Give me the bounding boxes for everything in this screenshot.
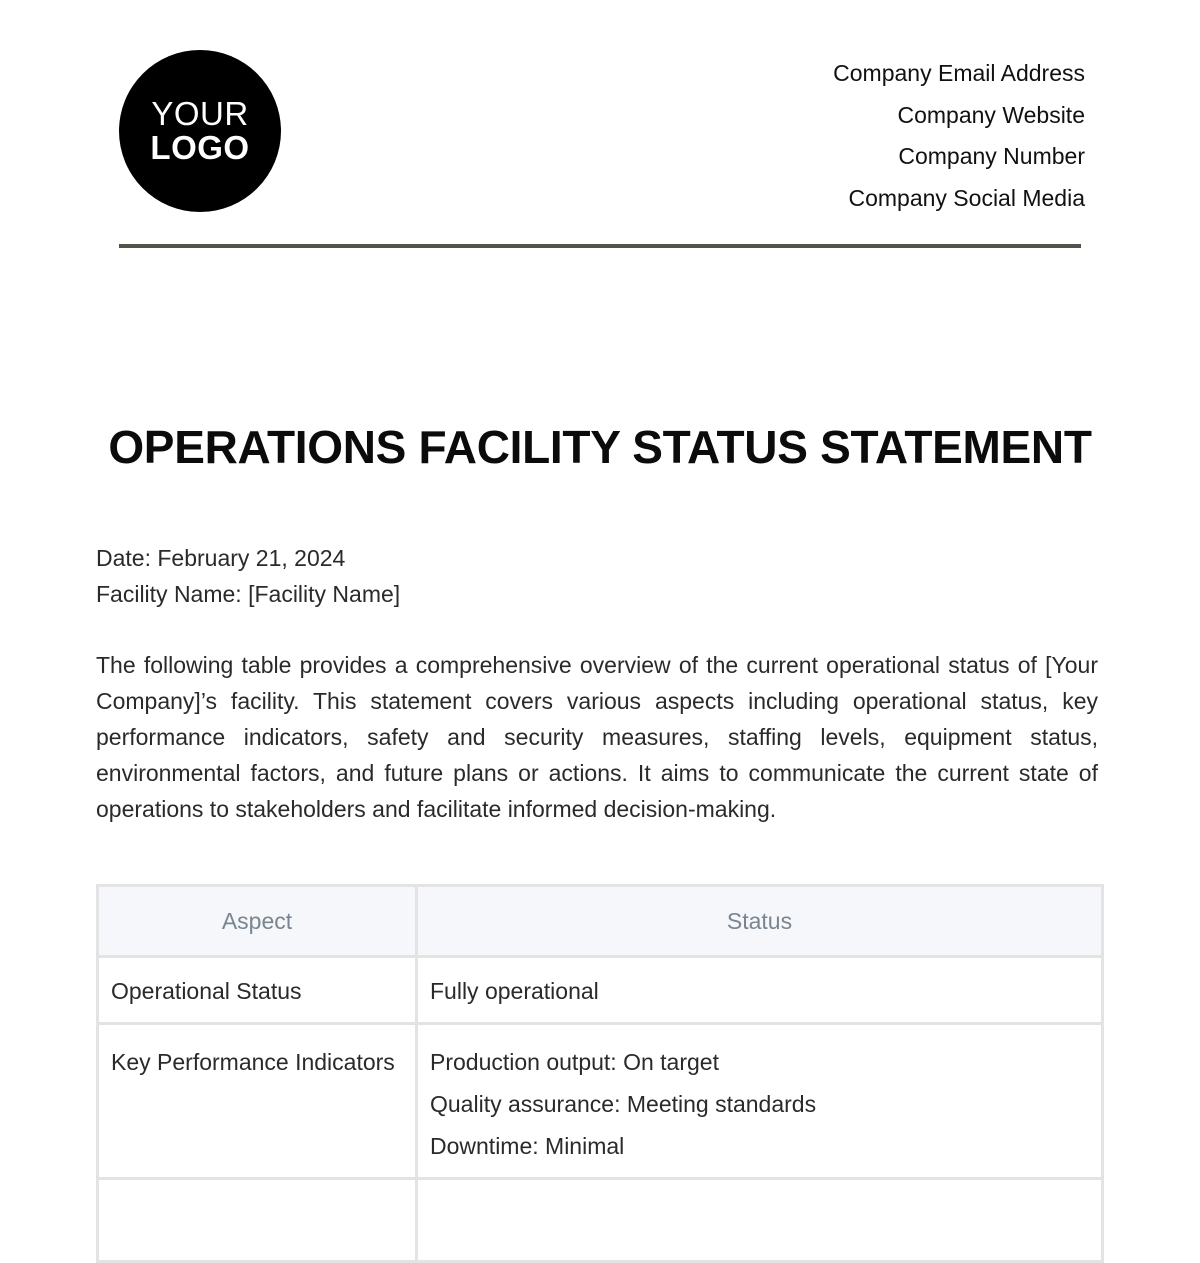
status-line: Fully operational xyxy=(430,978,599,1004)
header-status: Status xyxy=(417,886,1103,957)
company-website: Company Website xyxy=(897,101,1085,128)
intro-paragraph: The following table provides a comprehensive overview of the current operational status of [Your Company]’s facility. This statement covers various aspects including operational status, key performance indicators, safety and security measures, staffing levels, equipment status, environmental factors, and future plans or actions. It aims to communicate the current state of operations to stakeholders and facilitate informed decision-making. xyxy=(96,652,1098,822)
status-line: Quality assurance: Meeting standards xyxy=(430,1091,817,1117)
company-number: Company Number xyxy=(898,143,1085,169)
status-line: Downtime: Minimal xyxy=(430,1133,625,1159)
company-email: Company Email Address xyxy=(833,60,1085,86)
status-cell xyxy=(417,1179,1103,1262)
company-contact-block xyxy=(833,53,1085,219)
document-title: OPERATIONS FACILITY STATUS STATEMENT xyxy=(108,421,1092,473)
facility-name-line: Facility Name: [Facility Name] xyxy=(96,581,401,607)
status-cell xyxy=(417,1024,1103,1179)
logo-text-logo: LOGO xyxy=(150,129,250,166)
date-line: Date: February 21, 2024 xyxy=(96,545,346,571)
table-header-row xyxy=(98,886,1103,957)
status-line: Production output: On target xyxy=(430,1049,719,1075)
company-logo xyxy=(119,50,281,212)
aspect-cell: Operational Status xyxy=(98,957,417,1024)
aspect-cell: Key Performance Indicators xyxy=(98,1024,417,1179)
company-social-media: Company Social Media xyxy=(848,184,1085,211)
table-row xyxy=(98,1179,1103,1262)
header-aspect: Aspect xyxy=(98,886,417,957)
status-table xyxy=(96,884,1104,1263)
table-row xyxy=(98,1024,1103,1179)
logo-text-your: YOUR xyxy=(151,95,249,132)
status-cell xyxy=(417,957,1103,1024)
aspect-cell xyxy=(98,1179,417,1262)
table-row xyxy=(98,957,1103,1024)
header-divider xyxy=(119,244,1081,248)
document-meta xyxy=(96,540,400,612)
